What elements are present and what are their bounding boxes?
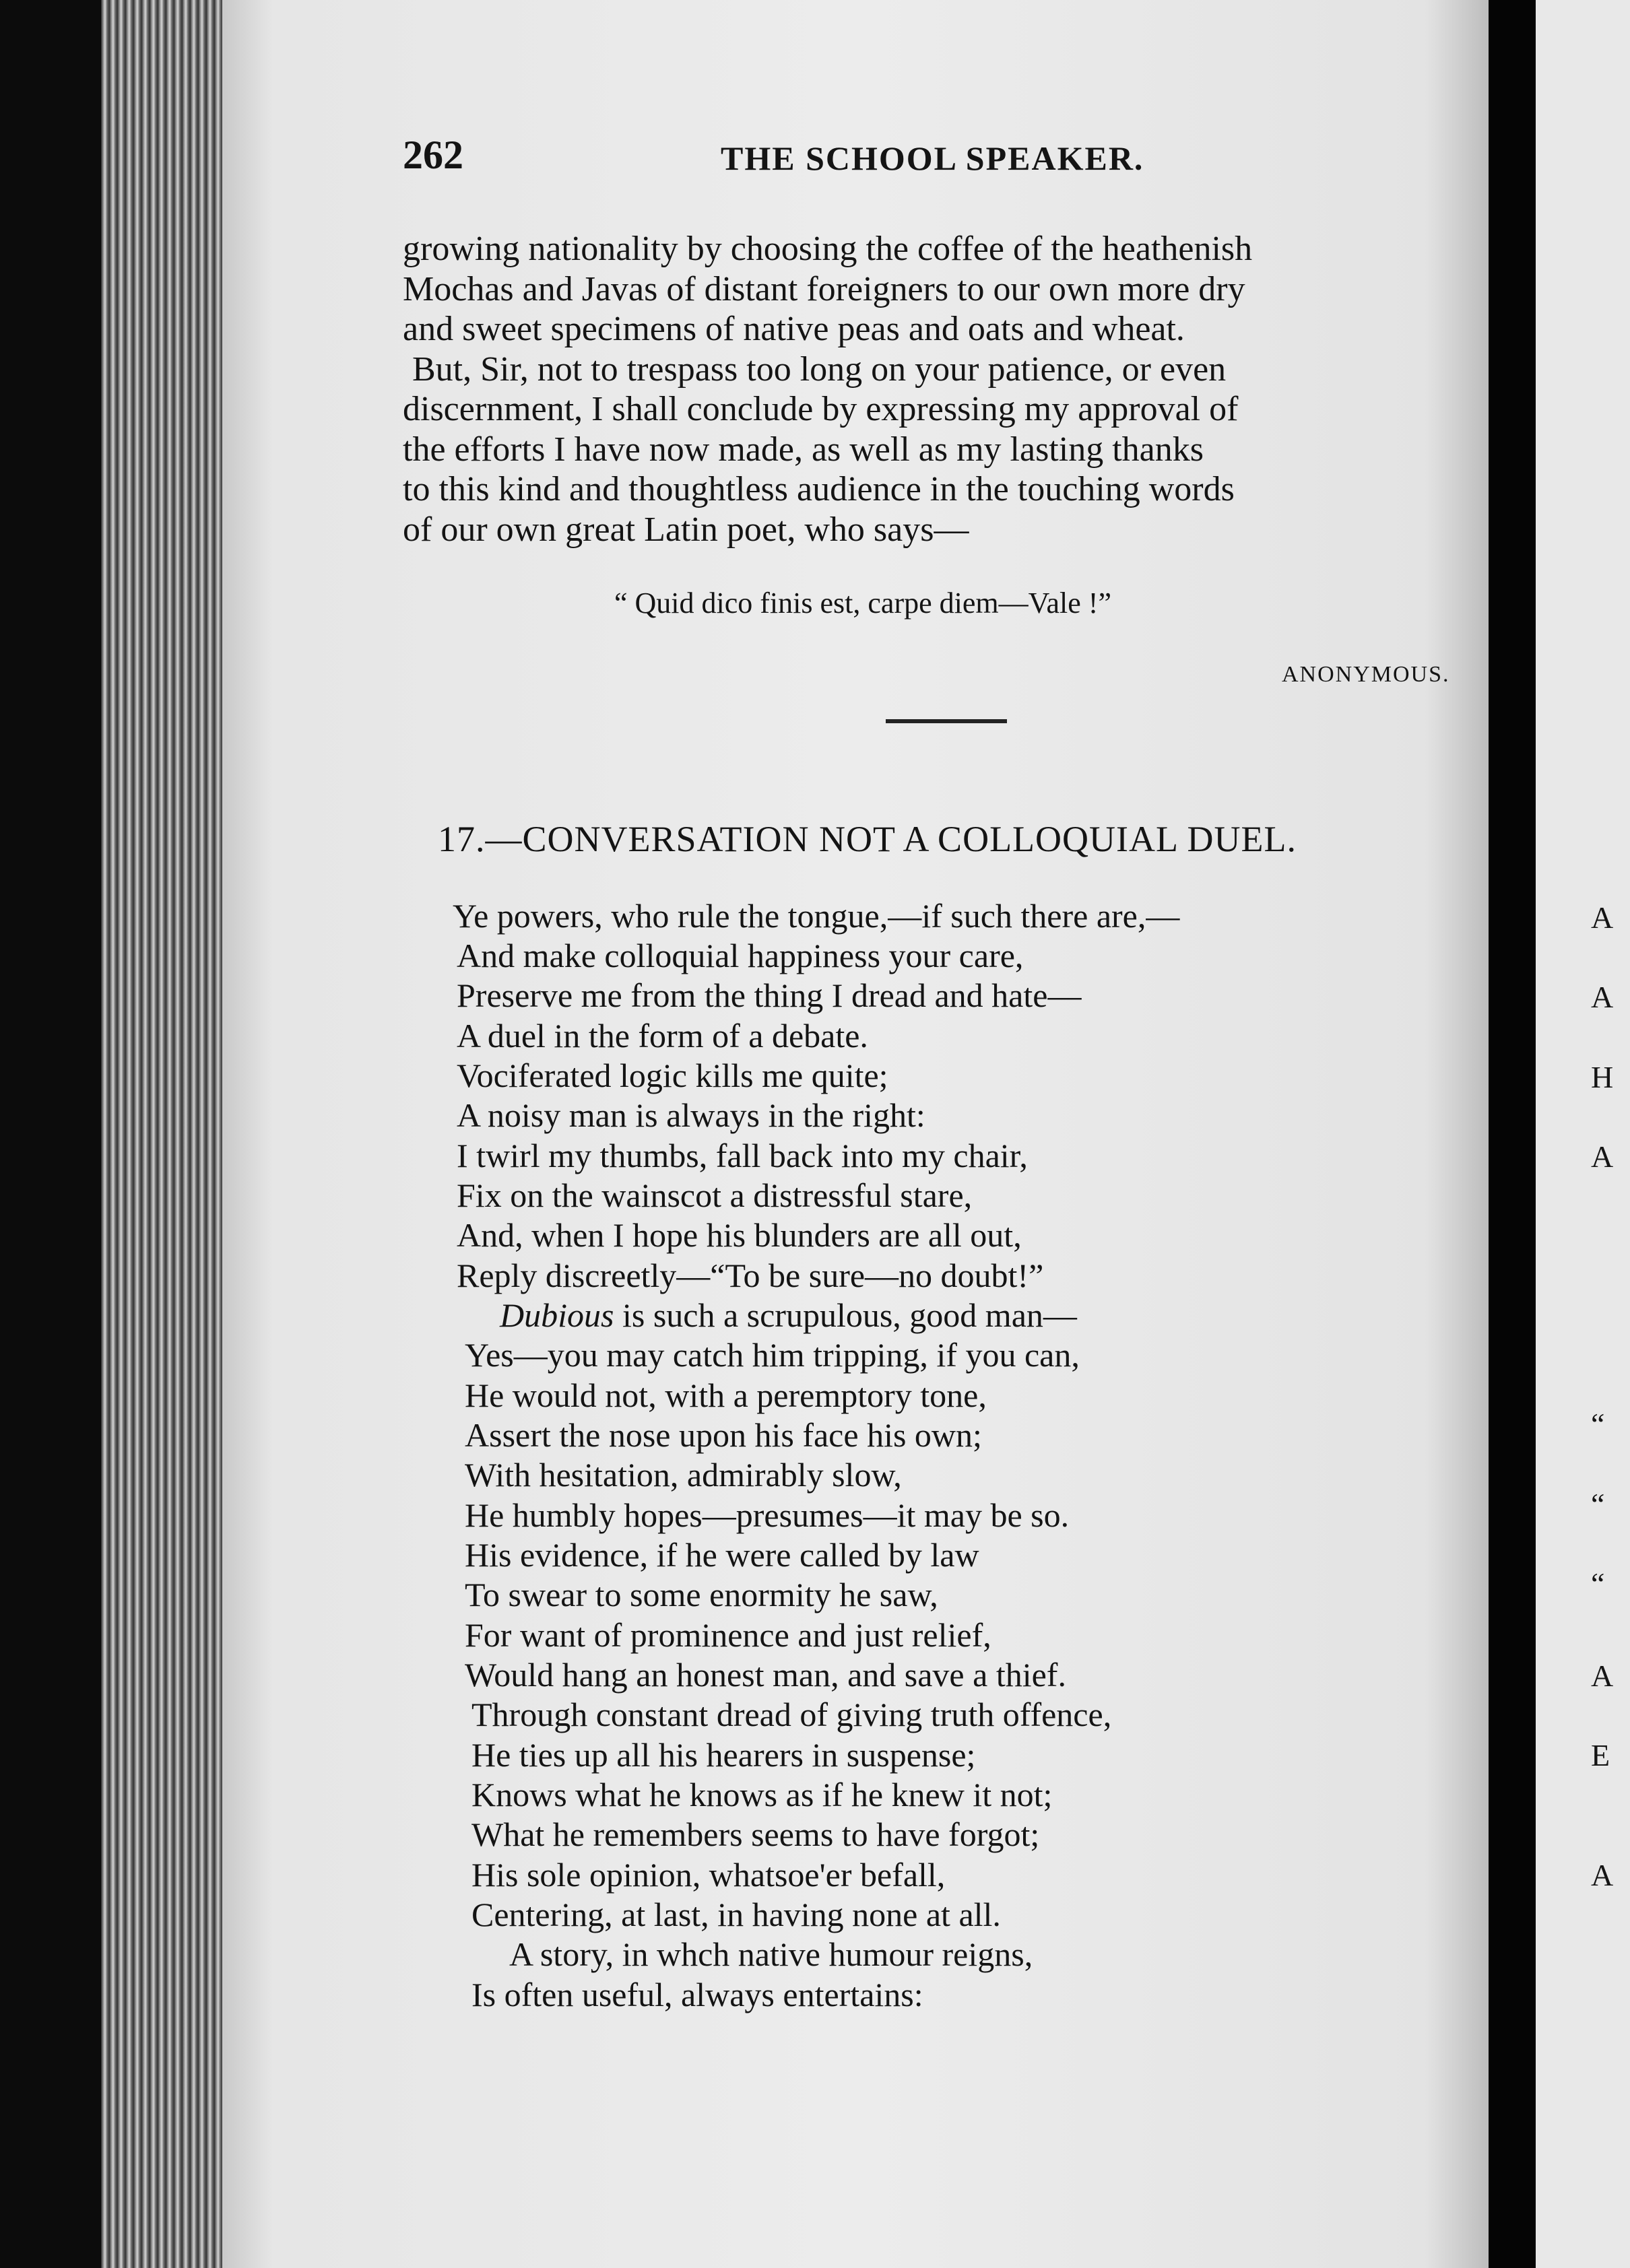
prose-line: the efforts I have now made, as well as my lasting thanks: [403, 430, 1204, 469]
poem-line: Preserve me from the thing I dread and hate—: [457, 976, 1082, 1014]
poem-line: What he remembers seems to have forgot;: [471, 1815, 1040, 1853]
poem-line: I twirl my thumbs, fall back into my chair,: [457, 1137, 1028, 1174]
facing-page-letter: “: [1591, 1487, 1605, 1521]
prose-line: growing nationality by choosing the coffee of the heathenish: [403, 230, 1253, 268]
facing-page-letter: “: [1591, 1407, 1605, 1441]
poem-line: Is often useful, always entertains:: [471, 1976, 923, 2013]
section-title: 17.—CONVERSATION NOT A COLLOQUIAL DUEL.: [438, 819, 1297, 859]
book-page-edge: [101, 0, 229, 2268]
latin-quote: “ Quid dico finis est, carpe diem—Vale !”: [614, 587, 1111, 620]
poem-line: A duel in the form of a debate.: [457, 1017, 868, 1055]
poem-line: For want of prominence and just relief,: [465, 1616, 991, 1654]
poem-line: Knows what he knows as if he knew it not;: [471, 1776, 1053, 1813]
facing-page-letter: E: [1591, 1738, 1610, 1772]
poem-line: Vociferated logic kills me quite;: [457, 1057, 888, 1094]
facing-page: [1536, 0, 1630, 2268]
poem-line: Ye powers, who rule the tongue,—if such there are,—: [453, 897, 1180, 935]
section-divider: [886, 719, 1007, 723]
poem-line: Reply discreetly—“To be sure—no doubt!”: [457, 1257, 1044, 1294]
poem-line: And, when I hope his blunders are all out,: [457, 1216, 1022, 1254]
prose-line: discernment, I shall conclude by expressing my approval of: [403, 390, 1239, 428]
prose-line: and sweet specimens of native peas and oats and wheat.: [403, 310, 1185, 348]
poem-line: He humbly hopes—presumes—it may be so.: [465, 1496, 1070, 1534]
facing-page-letter: A: [1591, 1659, 1614, 1693]
poem-line: He would not, with a peremptory tone,: [465, 1376, 987, 1414]
poem-line: Assert the nose upon his face his own;: [465, 1416, 982, 1454]
poem-line: He ties up all his hearers in suspense;: [471, 1736, 976, 1774]
poem-line: To swear to some enormity he saw,: [465, 1576, 938, 1613]
poem-line: Through constant dread of giving truth offence,: [471, 1696, 1112, 1733]
poem-line: His evidence, if he were called by law: [465, 1536, 979, 1574]
facing-page-letter: “: [1591, 1566, 1605, 1601]
poem-line: And make colloquial happiness your care,: [457, 937, 1024, 974]
italic-word: Dubious: [500, 1296, 614, 1334]
poem-line: His sole opinion, whatsoe'er befall,: [471, 1856, 946, 1894]
facing-page-letter: A: [1591, 1858, 1614, 1892]
prose-line: to this kind and thoughtless audience in the touching words: [403, 470, 1235, 508]
prose-line: of our own great Latin poet, who says—: [403, 510, 969, 549]
poem-line: A noisy man is always in the right:: [457, 1096, 925, 1134]
poem-line: Centering, at last, in having none at all.: [471, 1896, 1001, 1933]
prose-line: But, Sir, not to trespass too long on your patience, or even: [412, 350, 1227, 389]
facing-page-letter: A: [1591, 980, 1614, 1014]
poem-line: A story, in whch native humour reigns,: [509, 1935, 1033, 1973]
book-gutter: [1489, 0, 1536, 2268]
poem-line-text: is such a scrupulous, good man—: [614, 1296, 1077, 1334]
poem-line: [500, 1296, 1077, 1335]
poem-line: Fix on the wainscot a distressful stare,: [457, 1176, 973, 1214]
facing-page-letter: A: [1591, 1139, 1614, 1174]
poem-line: With hesitation, admirably slow,: [465, 1456, 902, 1494]
facing-page-letter: H: [1591, 1060, 1614, 1094]
running-head: THE SCHOOL SPEAKER.: [721, 139, 1144, 177]
attribution: ANONYMOUS.: [1282, 662, 1450, 687]
prose-line: Mochas and Javas of distant foreigners to our own more dry: [403, 270, 1245, 308]
page-number: 262: [403, 133, 463, 177]
poem-line: Yes—you may catch him tripping, if you can,: [465, 1336, 1080, 1374]
facing-page-letter: A: [1591, 900, 1614, 935]
poem-line: Would hang an honest man, and save a thief.: [465, 1656, 1066, 1694]
